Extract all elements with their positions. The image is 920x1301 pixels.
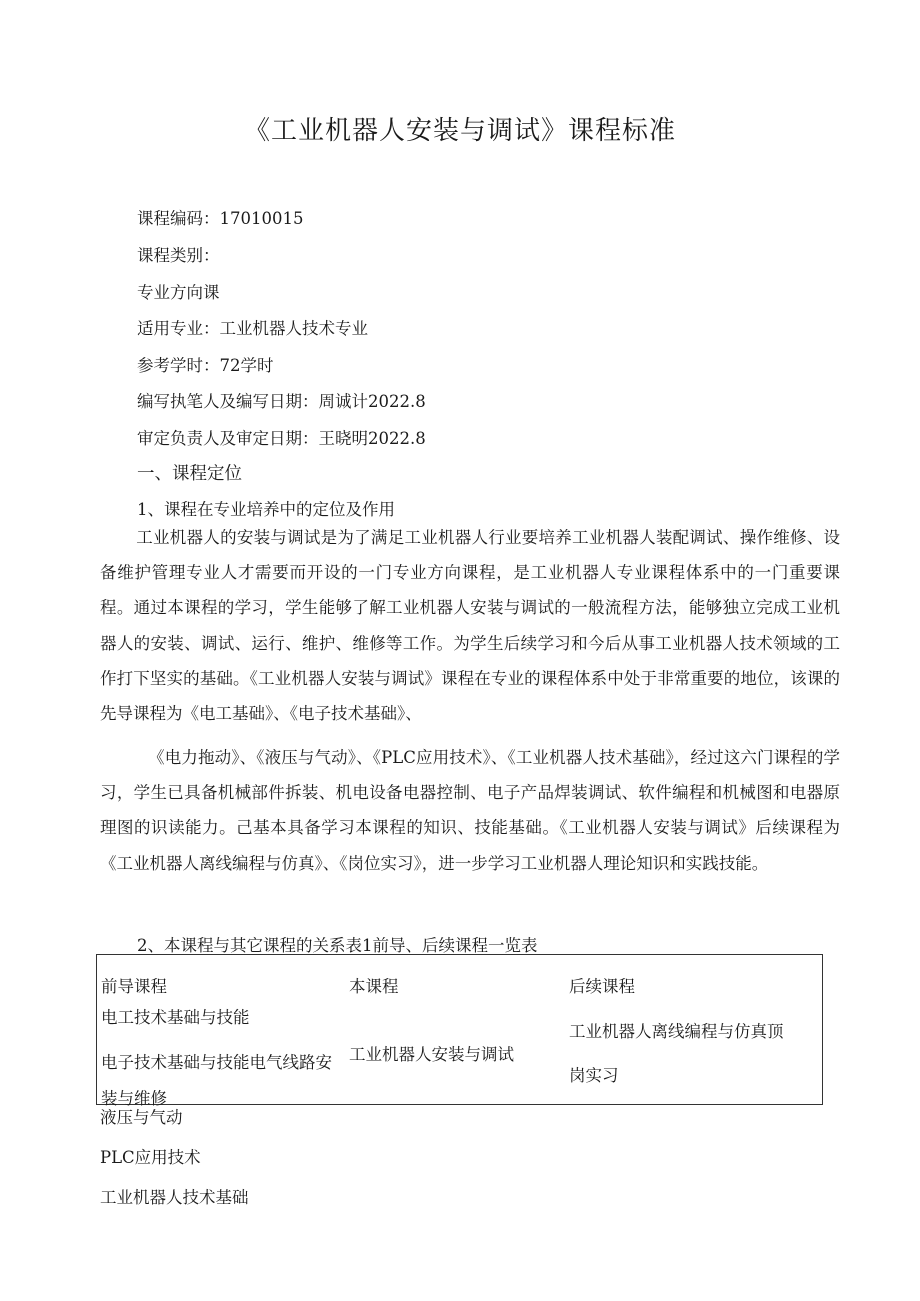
author-date: 编写执笔人及编写日期：周诚计2022.8 bbox=[137, 392, 426, 411]
applicable-major: 适用专业：工业机器人技术专业 bbox=[137, 319, 368, 338]
section-heading: 一、课程定位 bbox=[137, 464, 242, 484]
course-relation-table bbox=[96, 954, 823, 1108]
header-followup: 后续课程 bbox=[569, 977, 635, 996]
course-code: 课程编码：17010015 bbox=[137, 209, 304, 228]
subsection-heading-1: 1、课程在专业培养中的定位及作用 bbox=[137, 500, 395, 519]
paragraph-1-text: 工业机器人的安装与调试是为了满足工业机器人行业要培养工业机器人装配调试、操作维修、设备维护管理专业人才需要而开设的一门专业方向课程，是工业机器人专业课程体系中的一门重要课程。通过本课程的学习，学生能够了解工业机器人安装与调试的一般流程方法，能够独立完成工业机器人的安装、调试、运行、维护、维修等工作。为学生后续学习和今后从事工业机器人技术领域的工作打下坚实的基础。《工业机器人安装与调试》课程在专业的课程体系中处于非常重要的地位，该课的先导课程为《电工基础》、《电子技术基础》、 bbox=[100, 528, 840, 724]
paragraph-2-text: 《电力拖动》、《液压与气动》、《PLC应用技术》、《工业机器人技术基础》，经过这六门课程的学习，学生已具备机械部件拆装、机电设备电器控制、电子产品焊装调试、软件编程和机械图和电器原理图的识读能力。己基本具备学习本课程的知识、技能基础。《工业机器人安装与调试》后续课程为《工业机器人离线编程与仿真》、《岗位实习》，进一步学习工业机器人理论知识和实践技能。 bbox=[100, 748, 840, 873]
prerequisite-item-2b: 装与维修 bbox=[101, 1089, 167, 1108]
prerequisite-overflow-3: 工业机器人技术基础 bbox=[100, 1188, 249, 1207]
header-prerequisite: 前导课程 bbox=[101, 977, 167, 996]
reference-hours: 参考学时：72学时 bbox=[137, 356, 274, 375]
course-type-value: 专业方向课 bbox=[137, 283, 220, 302]
prerequisite-item-2a: 电子技术基础与技能电气线路安 bbox=[101, 1053, 332, 1072]
current-course: 工业机器人安装与调试 bbox=[349, 1045, 514, 1064]
prerequisite-overflow-2: PLC应用技术 bbox=[100, 1148, 201, 1167]
reviewer-date: 审定负责人及审定日期：王晓明2022.8 bbox=[137, 429, 426, 448]
followup-item-a: 工业机器人离线编程与仿真顶 bbox=[569, 1022, 784, 1041]
page-title: 《工业机器人安装与调试》课程标准 bbox=[243, 116, 676, 146]
paragraph-1 bbox=[100, 520, 840, 731]
prerequisite-overflow-1: 液压与气动 bbox=[100, 1108, 183, 1127]
header-current: 本课程 bbox=[349, 977, 399, 996]
prerequisite-item-1: 电工技术基础与技能 bbox=[101, 1008, 250, 1027]
subsection-heading-2: 2、本课程与其它课程的关系表1前导、后续课程一览表 bbox=[137, 936, 538, 955]
paragraph-2 bbox=[100, 740, 840, 881]
course-type-label: 课程类别： bbox=[137, 246, 220, 265]
followup-item-b: 岗实习 bbox=[569, 1066, 619, 1085]
